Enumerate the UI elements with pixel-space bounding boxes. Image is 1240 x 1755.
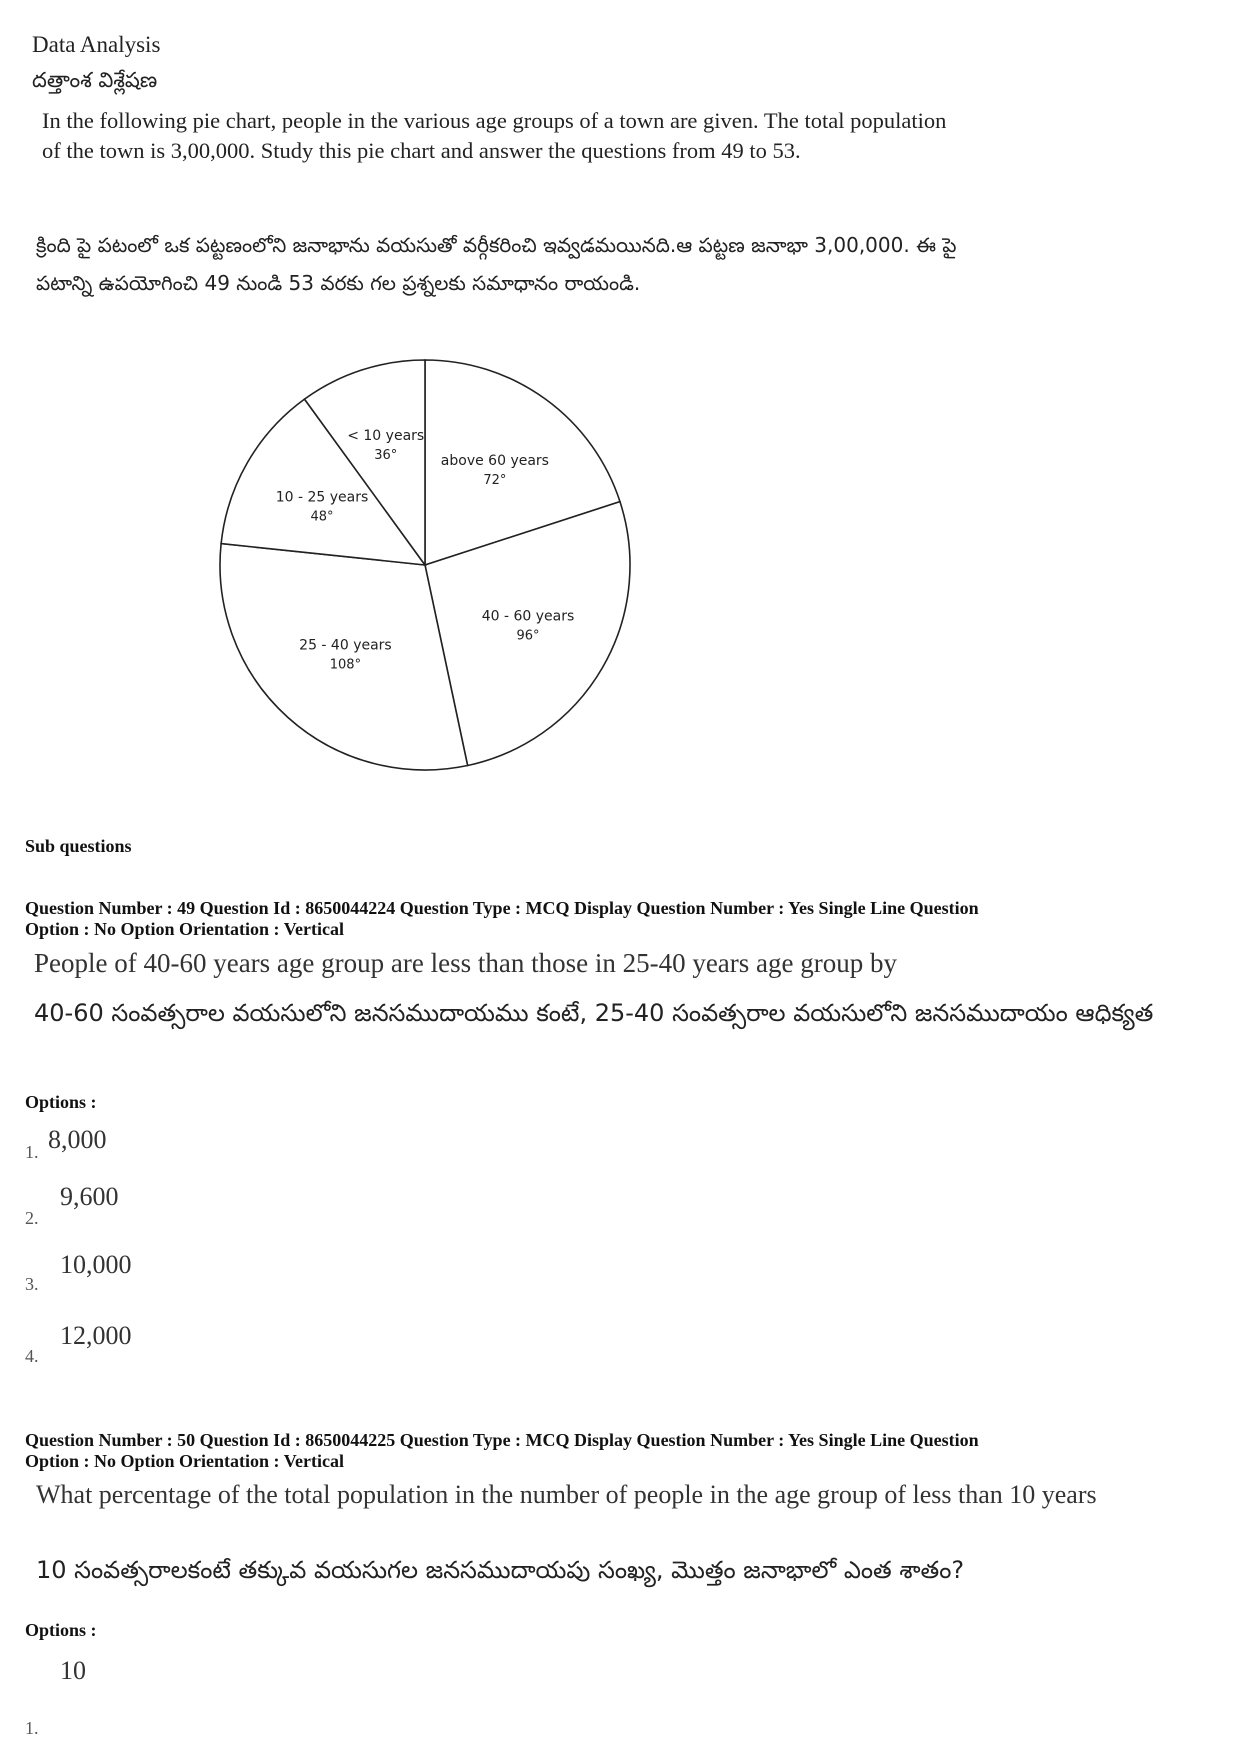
option-value[interactable]: 12,000 [60,1321,132,1350]
question-50-text: What percentage of the total population in the number of people in the age group of less than 10 years [36,1480,1097,1509]
pie-slice-label: 40 - 60 years [481,608,575,625]
option-number: 1. [25,1718,39,1738]
option-value[interactable]: 10,000 [60,1250,132,1279]
intro-paragraph: In the following pie chart, people in the various age groups of a town are given. The total population of the town is 3,00,000. Study this pie chart and answer the questions from 49 to 53. [42,108,947,163]
pie-slice-label: above 60 years [440,452,549,469]
pie-slice-value: 108° [329,657,362,673]
option-value[interactable]: 8,000 [48,1125,107,1154]
options-label: Options : [25,1620,97,1640]
question-49-text: People of 40-60 years age group are less than those in 25-40 years age group by [34,948,897,978]
age-group-pie-chart [180,340,660,800]
option-value[interactable]: 9,600 [60,1182,119,1211]
option-number: 2. [25,1208,39,1228]
option-value[interactable]: 10 [60,1656,86,1685]
question-meta-line: Option : No Option Orientation : Vertical [25,1451,344,1471]
pie-slice-value: 48° [310,509,334,525]
question-meta-line: Question Number : 50 Question Id : 8650044225 Question Type : MCQ Display Question Number : Yes Single Line Question [25,1430,979,1450]
section-heading-telugu: దత్తాంశ విశ్లేషణ [32,68,158,92]
question-meta-line: Question Number : 49 Question Id : 8650044224 Question Type : MCQ Display Question Number : Yes Single Line Question [25,898,979,918]
option-number: 1. [25,1142,39,1162]
question-50-text-telugu: 10 సంవత్సరాలకంటే తక్కువ వయసుగల జనసముదాయపు సంఖ్య, మొత్తం జనాభాలో ఎంత శాతం? [36,1556,965,1584]
option-number: 3. [25,1274,39,1294]
pie-slice-label: 10 - 25 years [275,489,369,506]
pie-slice-label: < 10 years [347,428,425,445]
question-49-meta [25,898,1225,940]
question-meta-line: Option : No Option Orientation : Vertical [25,919,344,939]
section-heading: Data Analysis [32,32,161,57]
sub-questions-label: Sub questions [25,836,132,856]
intro-paragraph-telugu: క్రింది పై పటంలో ఒక పట్టణంలోని జనాభాను వయసుతో వర్గీకరించి ఇవ్వడమయినది.ఆ పట్టణ జనాభా 3,00,000. ఈ పై పటాన్ని ఉపయోగించి 49 నుండి 53 వరకు గల ప్రశ్నలకు సమాధానం రాయండి. [36,233,957,295]
pie-slice-value: 36° [374,448,398,464]
options-label: Options : [25,1092,97,1112]
question-50-meta [25,1430,1225,1472]
option-number: 4. [25,1346,39,1366]
pie-slice-value: 96° [516,628,540,644]
question-49-text-telugu: 40-60 సంవత్సరాల వయసులోని జనసముదాయము కంటే, 25-40 సంవత్సరాల వయసులోని జనసముదాయం ఆధిక్యత [34,999,1154,1027]
pie-slice-label: 25 - 40 years [299,637,392,654]
pie-slice-value: 72° [483,472,507,488]
